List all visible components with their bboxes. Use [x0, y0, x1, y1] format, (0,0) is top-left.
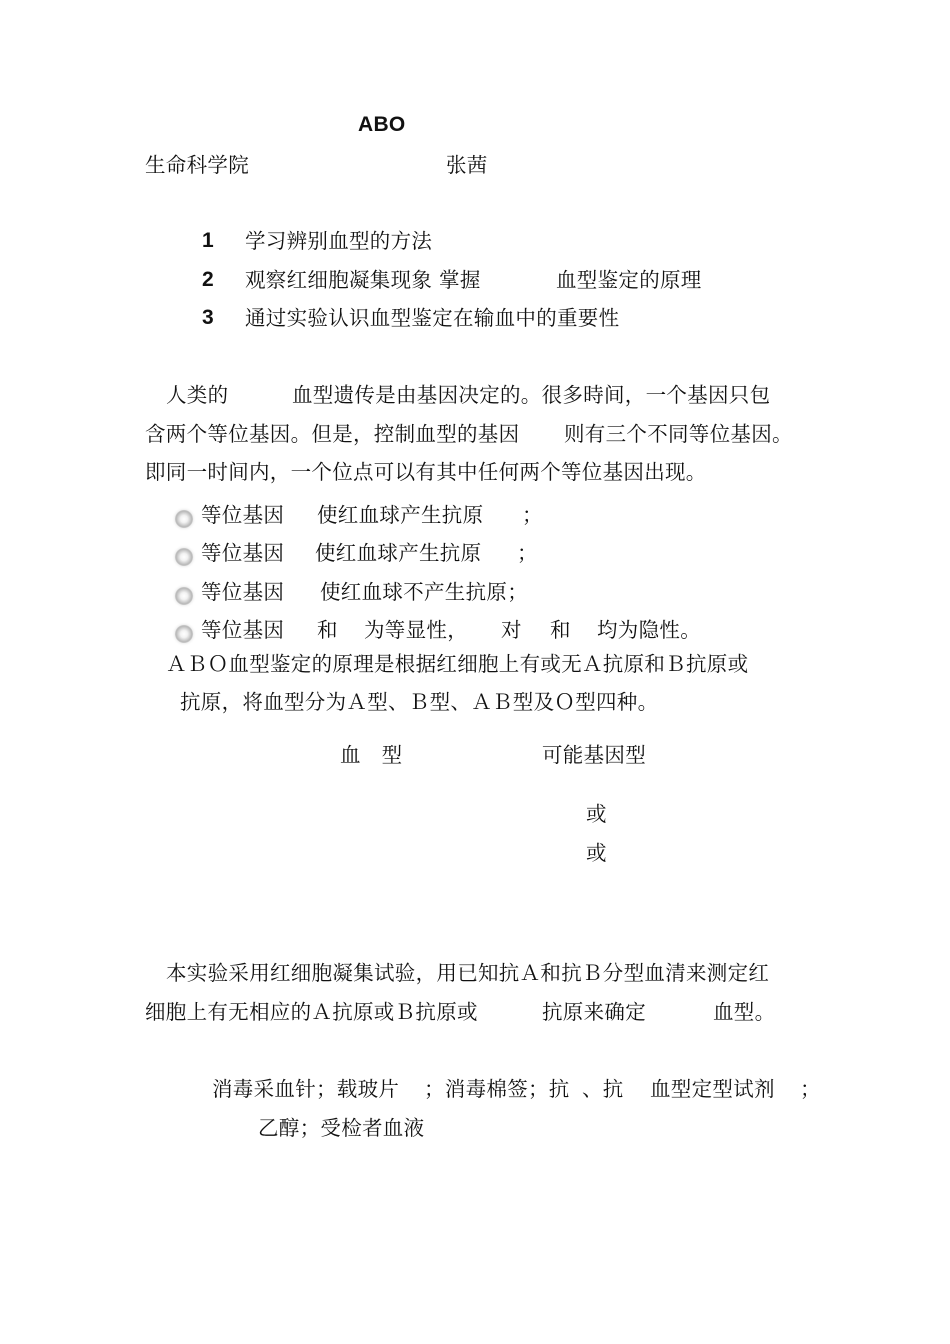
objective-number: 1 — [202, 229, 214, 252]
table-header-genotype: 可能基因型 — [542, 743, 646, 767]
materials-text: 、抗 — [582, 1077, 624, 1101]
allele-text: 等位基因 — [201, 503, 285, 527]
table-cell: 或 — [586, 802, 607, 826]
allele-text: 使红血球产生抗原 — [315, 541, 482, 565]
method-text: 本实验采用红细胞凝集试验，用已知抗Ａ和抗Ｂ分型血清来测定红 — [166, 961, 770, 985]
objective-text: 通过实验认识血型鉴定在输血中的重要性 — [245, 306, 620, 330]
allele-text: 为等显性， — [364, 618, 468, 642]
objective-text: 学习辨别血型的方法 — [245, 229, 433, 253]
bullet-icon — [175, 625, 193, 643]
allele-text: 和 — [550, 618, 571, 642]
department-label: 生命科学院 — [145, 153, 249, 177]
author-name: 张茜 — [446, 153, 488, 177]
allele-text: 使红血球产生抗原 — [317, 503, 484, 527]
bullet-icon — [175, 548, 193, 566]
allele-text: 使红血球不产生抗原； — [320, 580, 528, 604]
objective-text: 观察红细胞凝集现象 掌握 — [245, 268, 481, 292]
allele-text: 和 — [317, 618, 338, 642]
principle-text: 人类的 — [166, 383, 229, 407]
abo-principle-text: ＡＢＯ血型鉴定的原理是根据红细胞上有或无Ａ抗原和Ｂ抗原或 — [166, 652, 749, 676]
materials-text: 消毒采血针；载玻片 — [212, 1077, 400, 1101]
allele-text: 等位基因 — [201, 580, 285, 604]
method-text: 抗原来确定 — [542, 1000, 646, 1024]
allele-text: 等位基因 — [201, 618, 285, 642]
materials-text: 血型定型试剂 — [650, 1077, 775, 1101]
objective-text: 血型鉴定的原理 — [556, 268, 702, 292]
materials-text: 乙醇；受检者血液 — [258, 1116, 425, 1140]
bullet-icon — [175, 587, 193, 605]
method-text: 细胞上有无相应的Ａ抗原或Ｂ抗原或 — [145, 1000, 478, 1024]
method-text: 血型。 — [713, 1000, 776, 1024]
allele-text: 均为隐性。 — [597, 618, 701, 642]
principle-text: 则有三个不同等位基因。 — [564, 422, 793, 446]
abo-principle-text: 抗原，将血型分为Ａ型、Ｂ型、ＡＢ型及Ｏ型四种。 — [180, 690, 659, 714]
objective-number: 2 — [202, 268, 214, 291]
table-header-blood-type: 血 型 — [340, 743, 403, 767]
allele-text: 对 — [501, 618, 522, 642]
objective-number: 3 — [202, 306, 214, 329]
allele-text: ； — [522, 503, 543, 527]
materials-text: ；消毒棉签；抗 — [424, 1077, 570, 1101]
bullet-icon — [175, 510, 193, 528]
materials-text: ； — [800, 1077, 821, 1101]
allele-text: ； — [517, 541, 538, 565]
allele-text: 等位基因 — [201, 541, 285, 565]
principle-text: 含两个等位基因。但是，控制血型的基因 — [145, 422, 520, 446]
principle-text: 即同一时间内，一个位点可以有其中任何两个等位基因出现。 — [145, 460, 707, 484]
table-cell: 或 — [586, 841, 607, 865]
principle-text: 血型遗传是由基因决定的。很多時间，一个基因只包 — [292, 383, 771, 407]
document-title: ABO — [358, 113, 406, 136]
